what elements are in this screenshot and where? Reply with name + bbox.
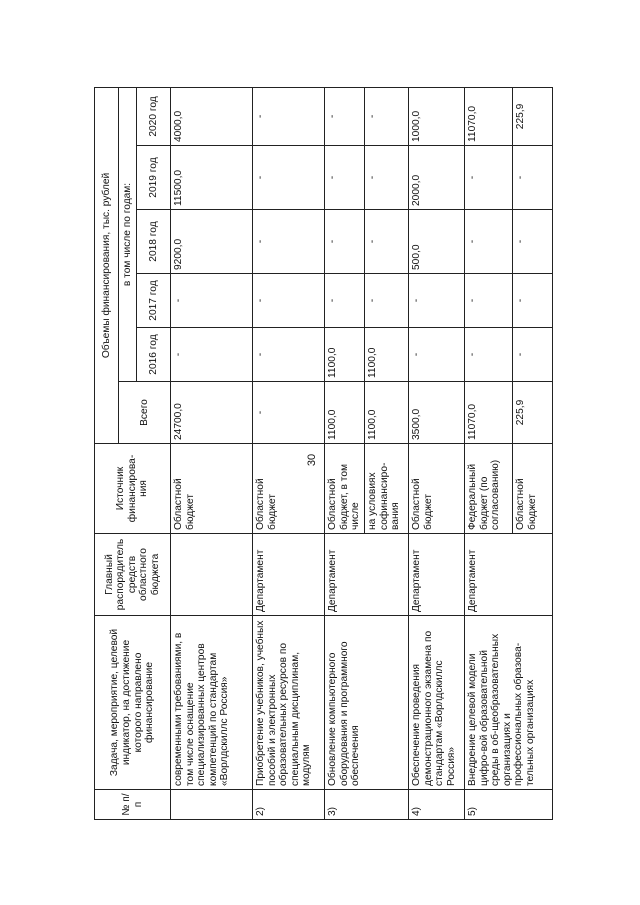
cell-manager: Департамент — [409, 534, 465, 616]
cell-task: Обновление компьютерного оборудования и программного обеспечения — [325, 616, 409, 790]
cell-2016: - — [171, 328, 253, 382]
cell-2020: 11070,0 — [465, 87, 513, 145]
cell-total: 225,9 — [513, 382, 553, 444]
header-task: Задача, мероприятие, целевой индикатор, на достижение которого направлено финансирование — [95, 616, 171, 790]
header-manager: Главный распорядитель средств областного бюджета — [95, 534, 171, 616]
cell-2017: - — [325, 274, 365, 328]
cell-2017: - — [171, 274, 253, 328]
table-row — [253, 87, 325, 819]
header-year-2016: 2016 год — [137, 328, 171, 382]
cell-num: 2) — [253, 790, 325, 820]
cell-total: - — [253, 382, 325, 444]
header-volume: Объемы финансирования, тыс. рублей — [95, 87, 119, 443]
cell-2019: - — [513, 146, 553, 210]
cell-2019: - — [325, 146, 365, 210]
table-row — [465, 87, 513, 819]
cell-source: Областной бюджет — [513, 444, 553, 534]
cell-total: 1100,0 — [365, 382, 409, 444]
cell-manager: Департамент — [465, 534, 553, 616]
cell-task: Обеспечение проведения демонстрационного экзамена по стандартам «Ворлдскиллс Россия» — [409, 616, 465, 790]
cell-2020: - — [365, 87, 409, 145]
table-row — [325, 87, 365, 819]
header-year-2020: 2020 год — [137, 87, 171, 145]
cell-source: Федеральный бюджет (по согласованию) — [465, 444, 513, 534]
cell-num: 4) — [409, 790, 465, 820]
cell-source: на условиях софинансиро-вания — [365, 444, 409, 534]
cell-2017: - — [253, 274, 325, 328]
cell-2018: 9200,0 — [171, 210, 253, 274]
header-year-2019: 2019 год — [137, 146, 171, 210]
cell-2018: - — [365, 210, 409, 274]
cell-2019: - — [365, 146, 409, 210]
cell-source: Областной бюджет — [253, 444, 325, 534]
cell-task: Внедрение целевой модели цифро-вой образовательной среды в об-щеобразовательных организациях и профессиональных образова-тельных организациях — [465, 616, 553, 790]
cell-2020: 225,9 — [513, 87, 553, 145]
cell-num: 3) — [325, 790, 409, 820]
table-row — [171, 87, 253, 819]
table-row — [409, 87, 465, 819]
cell-2016: - — [409, 328, 465, 382]
cell-total: 1100,0 — [325, 382, 365, 444]
cell-2016: 1100,0 — [325, 328, 365, 382]
cell-2016: 1100,0 — [365, 328, 409, 382]
cell-2017: - — [513, 274, 553, 328]
cell-2017: - — [409, 274, 465, 328]
cell-2016: - — [465, 328, 513, 382]
cell-2018: 500,0 — [409, 210, 465, 274]
header-year-2017: 2017 год — [137, 274, 171, 328]
header-total: Всего — [119, 382, 171, 444]
page-number: 30 — [306, 453, 318, 467]
cell-task: Приобретение учебников, учебных пособий и электронных образовательных ресурсов по специальным дисциплинам, модулям — [253, 616, 325, 790]
header-num: № п/п — [95, 790, 171, 820]
header-year-2018: 2018 год — [137, 210, 171, 274]
cell-manager: Департамент — [253, 534, 325, 616]
cell-2016: - — [513, 328, 553, 382]
cell-total: 3500,0 — [409, 382, 465, 444]
cell-2020: 1000,0 — [409, 87, 465, 145]
cell-total: 24700,0 — [171, 382, 253, 444]
financing-table — [94, 87, 553, 820]
cell-2018: - — [465, 210, 513, 274]
cell-source: Областной бюджет — [171, 444, 253, 534]
financing-table-container — [94, 88, 538, 820]
cell-total: 11070,0 — [465, 382, 513, 444]
cell-2019: - — [465, 146, 513, 210]
cell-2018: - — [513, 210, 553, 274]
cell-manager: Департамент — [325, 534, 409, 616]
cell-source: Областной бюджет, в том числе — [325, 444, 365, 534]
header-source: Источник финансирова-ния — [95, 444, 171, 534]
cell-task: современными требованиями, в том числе оснащение специализированных центров компетенций по стандартам «Ворлдскиллс Россия» — [171, 616, 253, 790]
cell-source: Областной бюджет — [409, 444, 465, 534]
cell-2018: - — [253, 210, 325, 274]
cell-2020: - — [253, 87, 325, 145]
cell-2019: 2000,0 — [409, 146, 465, 210]
cell-2020: - — [325, 87, 365, 145]
cell-2019: - — [253, 146, 325, 210]
header-by-years: в том числе по годам: — [119, 87, 137, 381]
cell-2017: - — [365, 274, 409, 328]
cell-2017: - — [465, 274, 513, 328]
cell-2016: - — [253, 328, 325, 382]
cell-2019: 11500,0 — [171, 146, 253, 210]
cell-2020: 4000,0 — [171, 87, 253, 145]
cell-num: 5) — [465, 790, 553, 820]
cell-manager — [171, 534, 253, 616]
cell-2018: - — [325, 210, 365, 274]
cell-num — [171, 790, 253, 820]
